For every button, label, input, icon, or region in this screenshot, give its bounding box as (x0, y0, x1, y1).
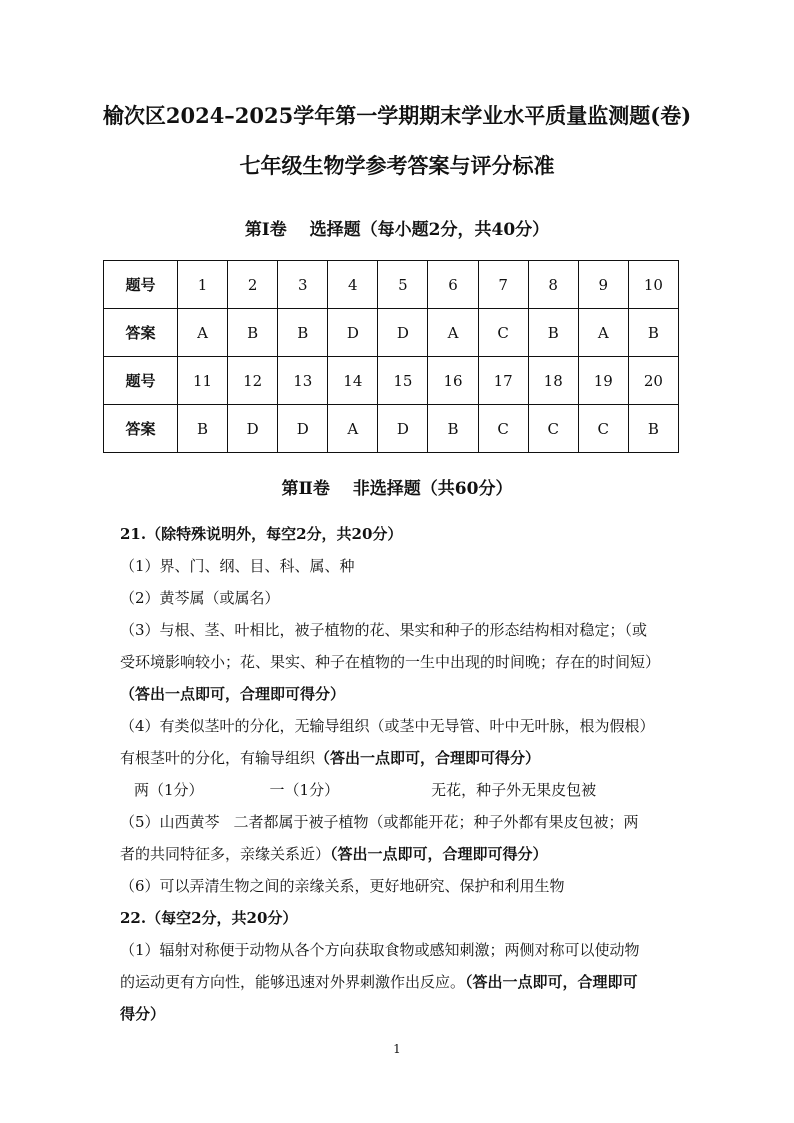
q21-answer-5-line-2 (120, 838, 680, 870)
table-row-answers-2 (104, 405, 679, 453)
table-row-numbers-2 (104, 357, 679, 405)
q21-answer-5-a: （5）山西黄芩 (120, 813, 220, 831)
q21-answer-4-text: 有根茎叶的分化，有输导组织 (120, 749, 316, 767)
table-cell: 14 (328, 357, 378, 405)
table-cell: B (528, 309, 578, 357)
table-cell: 19 (578, 357, 628, 405)
q21-answer-5-line-1 (120, 806, 680, 838)
answer-table (103, 260, 679, 453)
table-cell: 7 (478, 261, 528, 309)
document-subtitle: 七年级生物学参考答案与评分标准 (239, 153, 555, 178)
table-cell: 5 (378, 261, 428, 309)
table-cell: A (578, 309, 628, 357)
q21-answer-5-text: 者的共同特征多，亲缘关系近） (120, 845, 331, 863)
table-cell: 15 (378, 357, 428, 405)
table-row-numbers-1 (104, 261, 679, 309)
table-cell: B (278, 309, 328, 357)
row-label-answer: 答案 (104, 309, 178, 357)
table-cell: 3 (278, 261, 328, 309)
table-cell: 20 (628, 357, 678, 405)
table-cell: 17 (478, 357, 528, 405)
table-cell: A (178, 309, 228, 357)
row-label-answer: 答案 (104, 405, 178, 453)
table-cell: 11 (178, 357, 228, 405)
q21-answer-3-line-2: 受环境影响较小；花、果实、种子在植物的一生中出现的时间晚；存在的时间短） (120, 653, 661, 671)
row-label-number: 题号 (104, 357, 178, 405)
table-cell: 12 (228, 357, 278, 405)
answer-body (120, 518, 680, 1030)
table-row-answers-1 (104, 309, 679, 357)
table-cell: 8 (528, 261, 578, 309)
q22-answer-1-text: 的运动更有方向性，能够迅速对外界刺激作出反应。 (120, 973, 466, 991)
part1-heading: 第Ⅰ卷 选择题（每小题2分，共40分） (244, 220, 550, 240)
table-cell: B (628, 309, 678, 357)
q21-answer-1: （1）界、门、纲、目、科、属、种 (120, 557, 355, 575)
q22-answer-1-note-end: 得分） (120, 1005, 166, 1023)
q22-heading: 22.（每空2分，共20分） (120, 909, 298, 927)
q21-answer-3-note: （答出一点即可，合理即可得分） (120, 685, 346, 703)
table-cell: 10 (628, 261, 678, 309)
table-cell: 13 (278, 357, 328, 405)
q21-answer-2: （2）黄芩属（或属名） (120, 589, 280, 607)
table-cell: D (228, 405, 278, 453)
q21-answer-5-b: 二者都属于被子植物（或都能开花；种子外都有果皮包被；两 (233, 813, 639, 831)
table-cell: B (178, 405, 228, 453)
q21-answer-4b-3: 无花，种子外无果皮包被 (431, 781, 597, 799)
part2-heading: 第Ⅱ卷 非选择题（共60分） (281, 479, 513, 499)
q22-answer-1-note: （答出一点即可，合理即可 (465, 973, 638, 991)
q21-answer-4b-2: 一（1分） (269, 781, 340, 799)
table-cell: C (478, 309, 528, 357)
table-cell: A (428, 309, 478, 357)
q22-answer-1-line-1: （1）辐射对称便于动物从各个方向获取食物或感知刺激；两侧对称可以使动物 (120, 941, 640, 959)
table-cell: 6 (428, 261, 478, 309)
q21-answer-4b-1: 两（1分） (134, 781, 204, 799)
table-cell: D (378, 405, 428, 453)
row-label-number: 题号 (104, 261, 178, 309)
table-cell: B (628, 405, 678, 453)
q21-answer-4-note: （答出一点即可，合理即可得分） (315, 749, 541, 767)
q21-answer-3-line-1: （3）与根、茎、叶相比，被子植物的花、果实和种子的形态结构相对稳定；（或 (120, 621, 648, 639)
q21-answer-4-line-2 (120, 742, 680, 774)
table-cell: B (228, 309, 278, 357)
table-cell: C (528, 405, 578, 453)
q21-answer-4-line-1: （4）有类似茎叶的分化，无输导组织（或茎中无导管、叶中无叶脉，根为假根） (120, 717, 655, 735)
table-cell: C (578, 405, 628, 453)
page-number: 1 (393, 1042, 401, 1056)
table-cell: 1 (178, 261, 228, 309)
table-cell: 4 (328, 261, 378, 309)
table-cell: A (328, 405, 378, 453)
document-title: 榆次区2024–2025学年第一学期期末学业水平质量监测题(卷) (102, 103, 692, 128)
table-cell: B (428, 405, 478, 453)
table-cell: 16 (428, 357, 478, 405)
table-cell: D (328, 309, 378, 357)
table-cell: 2 (228, 261, 278, 309)
table-cell: 9 (578, 261, 628, 309)
q22-answer-1-line-2 (120, 966, 680, 998)
table-cell: D (278, 405, 328, 453)
q21-answer-4b (120, 774, 680, 806)
q21-answer-6: （6）可以弄清生物之间的亲缘关系，更好地研究、保护和利用生物 (120, 877, 565, 895)
table-cell: C (478, 405, 528, 453)
q21-answer-5-note: （答出一点即可，合理即可得分） (330, 845, 548, 863)
table-cell: D (378, 309, 428, 357)
q21-heading: 21.（除特殊说明外，每空2分，共20分） (120, 525, 403, 543)
table-cell: 18 (528, 357, 578, 405)
